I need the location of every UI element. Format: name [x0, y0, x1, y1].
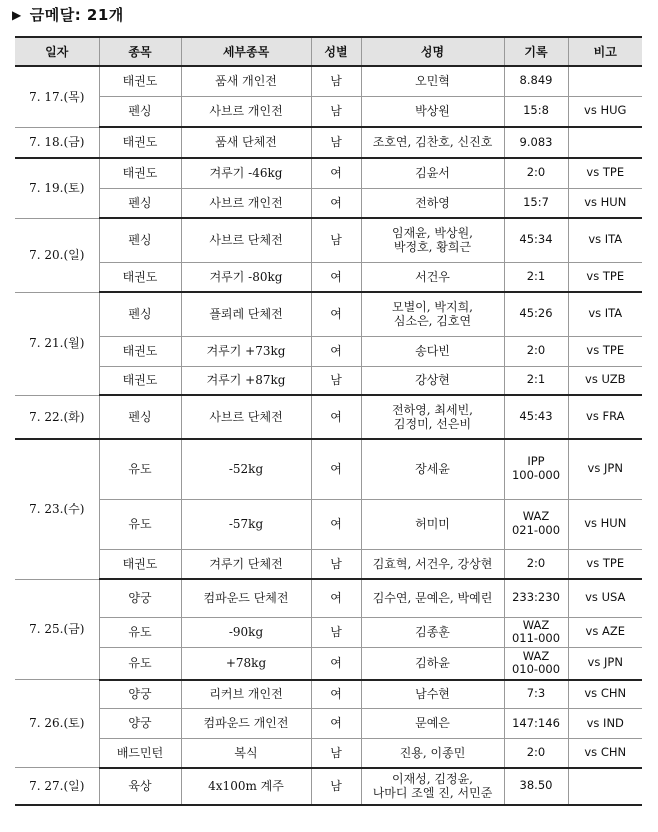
name-cell: 전하영 — [361, 188, 504, 218]
sport-cell: 펜싱 — [99, 96, 181, 127]
record-cell: 7:3 — [504, 680, 568, 709]
sport-cell: 태권도 — [99, 66, 181, 96]
date-cell: 7. 27.(일) — [15, 768, 99, 805]
sport-cell: 펜싱 — [99, 292, 181, 336]
gender-cell: 여 — [311, 262, 361, 292]
note-cell: vs HUG — [568, 96, 642, 127]
sport-cell: 유도 — [99, 499, 181, 549]
table-row — [15, 158, 642, 188]
note-cell: vs AZE — [568, 617, 642, 648]
record-cell: 45:34 — [504, 218, 568, 262]
record-cell: WAZ 010-000 — [504, 648, 568, 680]
gender-cell: 여 — [311, 648, 361, 680]
note-cell — [568, 66, 642, 96]
note-cell: vs TPE — [568, 336, 642, 366]
column-header-event: 세부종목 — [181, 37, 311, 66]
gender-cell: 여 — [311, 499, 361, 549]
name-cell: 김종훈 — [361, 617, 504, 648]
table-row — [15, 680, 642, 709]
sport-cell: 태권도 — [99, 549, 181, 579]
table-row — [15, 66, 642, 96]
record-cell: 45:43 — [504, 395, 568, 439]
column-header-sport: 종목 — [99, 37, 181, 66]
note-cell: vs TPE — [568, 262, 642, 292]
gender-cell: 남 — [311, 366, 361, 395]
table-row — [15, 127, 642, 158]
note-cell: vs JPN — [568, 648, 642, 680]
page-heading — [12, 4, 124, 25]
date-cell: 7. 17.(목) — [15, 66, 99, 127]
sport-cell: 펜싱 — [99, 395, 181, 439]
table-row — [15, 395, 642, 439]
note-cell: vs USA — [568, 579, 642, 617]
table-row — [15, 96, 642, 127]
record-cell: 2:1 — [504, 262, 568, 292]
table-row — [15, 648, 642, 680]
date-cell: 7. 18.(금) — [15, 127, 99, 158]
gender-cell: 여 — [311, 680, 361, 709]
record-cell: 2:1 — [504, 366, 568, 395]
date-cell: 7. 20.(일) — [15, 218, 99, 292]
record-cell: 2:0 — [504, 336, 568, 366]
name-cell: 모별이, 박지희, 심소은, 김호연 — [361, 292, 504, 336]
heading-title: 금메달: 21개 — [29, 6, 124, 24]
sport-cell: 양궁 — [99, 579, 181, 617]
name-cell: 오민혁 — [361, 66, 504, 96]
gold-medal-table — [15, 36, 642, 806]
table-row — [15, 549, 642, 579]
column-header-date: 일자 — [15, 37, 99, 66]
event-cell: 품새 개인전 — [181, 66, 311, 96]
table-row — [15, 439, 642, 499]
record-cell: 15:8 — [504, 96, 568, 127]
table-body — [15, 66, 642, 805]
sport-cell: 태권도 — [99, 127, 181, 158]
note-cell: vs HUN — [568, 188, 642, 218]
gender-cell: 여 — [311, 579, 361, 617]
sport-cell: 유도 — [99, 648, 181, 680]
table-row — [15, 366, 642, 395]
column-header-note: 비고 — [568, 37, 642, 66]
name-cell: 남수현 — [361, 680, 504, 709]
event-cell: 플뢰레 단체전 — [181, 292, 311, 336]
table-row — [15, 579, 642, 617]
table-row — [15, 188, 642, 218]
record-cell: 2:0 — [504, 739, 568, 768]
date-cell: 7. 23.(수) — [15, 439, 99, 579]
date-cell: 7. 21.(월) — [15, 292, 99, 395]
date-cell: 7. 19.(토) — [15, 158, 99, 218]
note-cell: vs IND — [568, 709, 642, 739]
event-cell: -57kg — [181, 499, 311, 549]
gender-cell: 남 — [311, 739, 361, 768]
gender-cell: 남 — [311, 96, 361, 127]
sport-cell: 육상 — [99, 768, 181, 805]
note-cell: vs TPE — [568, 158, 642, 188]
event-cell: -52kg — [181, 439, 311, 499]
event-cell: 복식 — [181, 739, 311, 768]
gender-cell: 여 — [311, 395, 361, 439]
column-header-gender: 성별 — [311, 37, 361, 66]
name-cell: 조호연, 김찬호, 신진호 — [361, 127, 504, 158]
gender-cell: 남 — [311, 218, 361, 262]
name-cell: 허미미 — [361, 499, 504, 549]
event-cell: 4x100m 계주 — [181, 768, 311, 805]
gender-cell: 남 — [311, 768, 361, 805]
event-cell: 겨루기 단체전 — [181, 549, 311, 579]
note-cell: vs FRA — [568, 395, 642, 439]
sport-cell: 유도 — [99, 439, 181, 499]
column-header-record: 기록 — [504, 37, 568, 66]
name-cell: 임재윤, 박상원, 박정호, 황희근 — [361, 218, 504, 262]
note-cell: vs ITA — [568, 218, 642, 262]
event-cell: 사브르 개인전 — [181, 188, 311, 218]
name-cell: 김하윤 — [361, 648, 504, 680]
record-cell: 147:146 — [504, 709, 568, 739]
record-cell: WAZ 011-000 — [504, 617, 568, 648]
name-cell: 전하영, 최세빈, 김정미, 선은비 — [361, 395, 504, 439]
event-cell: 겨루기 -80kg — [181, 262, 311, 292]
name-cell: 장세윤 — [361, 439, 504, 499]
record-cell: 8.849 — [504, 66, 568, 96]
date-cell: 7. 25.(금) — [15, 579, 99, 680]
table-row — [15, 218, 642, 262]
name-cell: 김윤서 — [361, 158, 504, 188]
gender-cell: 여 — [311, 188, 361, 218]
table-row — [15, 768, 642, 805]
event-cell: 사브르 개인전 — [181, 96, 311, 127]
record-cell: 38.50 — [504, 768, 568, 805]
name-cell: 진용, 이종민 — [361, 739, 504, 768]
sport-cell: 태권도 — [99, 366, 181, 395]
name-cell: 서건우 — [361, 262, 504, 292]
sport-cell: 양궁 — [99, 680, 181, 709]
date-cell: 7. 26.(토) — [15, 680, 99, 768]
event-cell: +78kg — [181, 648, 311, 680]
sport-cell: 태권도 — [99, 158, 181, 188]
date-cell: 7. 22.(화) — [15, 395, 99, 439]
sport-cell: 배드민턴 — [99, 739, 181, 768]
name-cell: 송다빈 — [361, 336, 504, 366]
note-cell — [568, 768, 642, 805]
gender-cell: 여 — [311, 336, 361, 366]
record-cell: 15:7 — [504, 188, 568, 218]
note-cell — [568, 127, 642, 158]
sport-cell: 태권도 — [99, 262, 181, 292]
table-row — [15, 292, 642, 336]
table-row — [15, 739, 642, 768]
record-cell: 2:0 — [504, 549, 568, 579]
gender-cell: 남 — [311, 617, 361, 648]
note-cell: vs UZB — [568, 366, 642, 395]
note-cell: vs ITA — [568, 292, 642, 336]
gender-cell: 남 — [311, 66, 361, 96]
column-header-name: 성명 — [361, 37, 504, 66]
sport-cell: 펜싱 — [99, 188, 181, 218]
sport-cell: 유도 — [99, 617, 181, 648]
record-cell: 233:230 — [504, 579, 568, 617]
name-cell: 김수연, 문예은, 박예린 — [361, 579, 504, 617]
event-cell: 겨루기 +87kg — [181, 366, 311, 395]
name-cell: 이재성, 김정윤, 나마디 조엘 진, 서민준 — [361, 768, 504, 805]
event-cell: 사브르 단체전 — [181, 395, 311, 439]
name-cell: 박상원 — [361, 96, 504, 127]
table-row — [15, 336, 642, 366]
triangle-bullet-icon: ▶ — [12, 7, 22, 22]
sport-cell: 태권도 — [99, 336, 181, 366]
note-cell: vs CHN — [568, 680, 642, 709]
sport-cell: 펜싱 — [99, 218, 181, 262]
note-cell: vs HUN — [568, 499, 642, 549]
sport-cell: 양궁 — [99, 709, 181, 739]
event-cell: 컴파운드 단체전 — [181, 579, 311, 617]
table-row — [15, 709, 642, 739]
event-cell: 컴파운드 개인전 — [181, 709, 311, 739]
name-cell: 김효혁, 서건우, 강상현 — [361, 549, 504, 579]
note-cell: vs JPN — [568, 439, 642, 499]
gender-cell: 남 — [311, 549, 361, 579]
note-cell: vs TPE — [568, 549, 642, 579]
table-row — [15, 499, 642, 549]
event-cell: 겨루기 -46kg — [181, 158, 311, 188]
event-cell: 사브르 단체전 — [181, 218, 311, 262]
record-cell: 9.083 — [504, 127, 568, 158]
event-cell: 품새 단체전 — [181, 127, 311, 158]
event-cell: 리커브 개인전 — [181, 680, 311, 709]
gender-cell: 여 — [311, 158, 361, 188]
name-cell: 강상현 — [361, 366, 504, 395]
gender-cell: 남 — [311, 127, 361, 158]
header-row — [15, 37, 642, 66]
table-row — [15, 617, 642, 648]
note-cell: vs CHN — [568, 739, 642, 768]
record-cell: IPP 100-000 — [504, 439, 568, 499]
record-cell: 45:26 — [504, 292, 568, 336]
gender-cell: 여 — [311, 709, 361, 739]
gender-cell: 여 — [311, 439, 361, 499]
event-cell: 겨루기 +73kg — [181, 336, 311, 366]
record-cell: WAZ 021-000 — [504, 499, 568, 549]
record-cell: 2:0 — [504, 158, 568, 188]
gender-cell: 여 — [311, 292, 361, 336]
event-cell: -90kg — [181, 617, 311, 648]
name-cell: 문예은 — [361, 709, 504, 739]
table-row — [15, 262, 642, 292]
